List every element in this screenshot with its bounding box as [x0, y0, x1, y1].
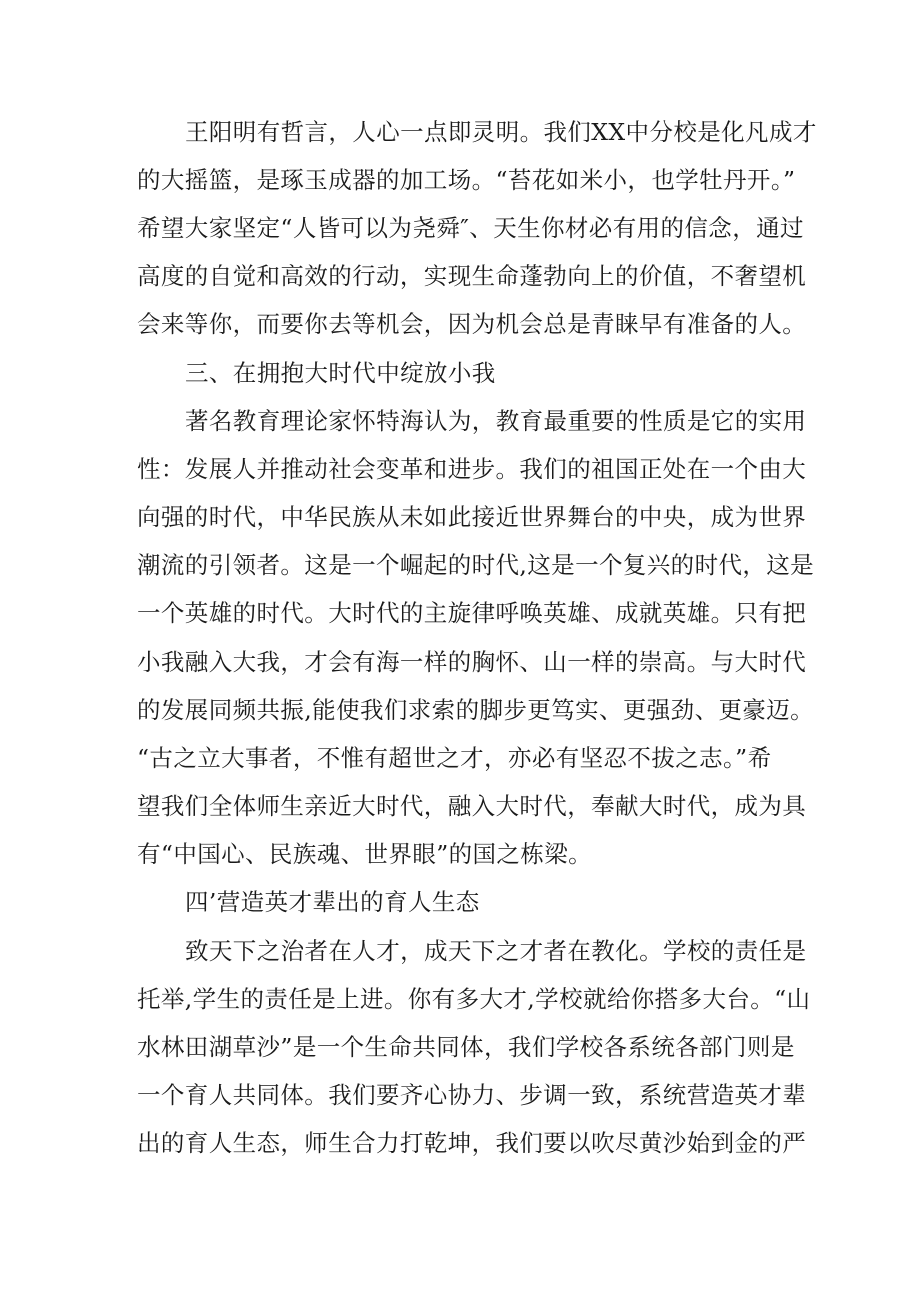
paragraph-line: 潮流的引领者。这是一个崛起的时代,这是一个复兴的时代，这是	[137, 551, 815, 579]
paragraph-line: 王阳明有哲言，人心一点即灵明。我们XX中分校是化凡成才	[185, 118, 817, 146]
paragraph-line: 有“中国心、民族魂、世界眼”的国之栋梁。	[137, 840, 593, 868]
paragraph-line: 小我融入大我，才会有海一样的胸怀、山一样的崇高。与大时代	[137, 648, 807, 676]
paragraph-line: 托举,学生的责任是上进。你有多大才,学校就给你搭多大台。“山	[137, 985, 811, 1013]
paragraph-line: 会来等你，而要你去等机会，因为机会总是青睐早有准备的人。	[137, 310, 807, 338]
paragraph-line: 望我们全体师生亲近大时代，融入大时代，奉献大时代，成为具	[137, 792, 807, 820]
section-heading: 三、在拥抱大时代中绽放小我	[185, 359, 496, 387]
paragraph-line: 希望大家坚定“人皆可以为尧舜″、天生你材必有用的信念，通过	[137, 214, 804, 242]
paragraph-line: 一个英雄的时代。大时代的主旋律呼唤英雄、成就英雄。只有把	[137, 599, 807, 627]
paragraph-line: 向强的时代，中华民族从未如此接近世界舞台的中央，成为世界	[137, 503, 807, 531]
section-heading: 四’营造英才辈出的育人生态	[185, 888, 480, 916]
paragraph-line: 致天下之治者在人才，成天下之才者在教化。学校的责任是	[185, 937, 807, 965]
paragraph-line: 高度的自觉和高效的行动，实现生命蓬勃向上的价值，不奢望机	[137, 262, 807, 290]
paragraph-line: “古之立大事者，不惟有超世之才，亦必有坚忍不拔之志。”希	[137, 744, 772, 772]
paragraph-line: 水林田湖草沙”是一个生命共同体，我们学校各系统各部门则是	[137, 1033, 795, 1061]
paragraph-line: 出的育人生态，师生合力打乾坤，我们要以吹尽黄沙始到金的严	[137, 1129, 807, 1157]
paragraph-line: 一个育人共同体。我们要齐心协力、步调一致，系统营造英才辈	[137, 1081, 807, 1109]
paragraph-line: 性：发展人并推动社会变革和进步。我们的祖国正处在一个由大	[137, 455, 807, 483]
paragraph-line: 的大摇篮，是琢玉成器的加工场。“苔花如米小，也学牡丹开。”	[137, 166, 796, 194]
paragraph-line: 的发展同频共振,能使我们求索的脚步更笃实、更强劲、更豪迈。	[137, 696, 815, 724]
paragraph-line: 著名教育理论家怀特海认为，教育最重要的性质是它的实用	[185, 407, 807, 435]
